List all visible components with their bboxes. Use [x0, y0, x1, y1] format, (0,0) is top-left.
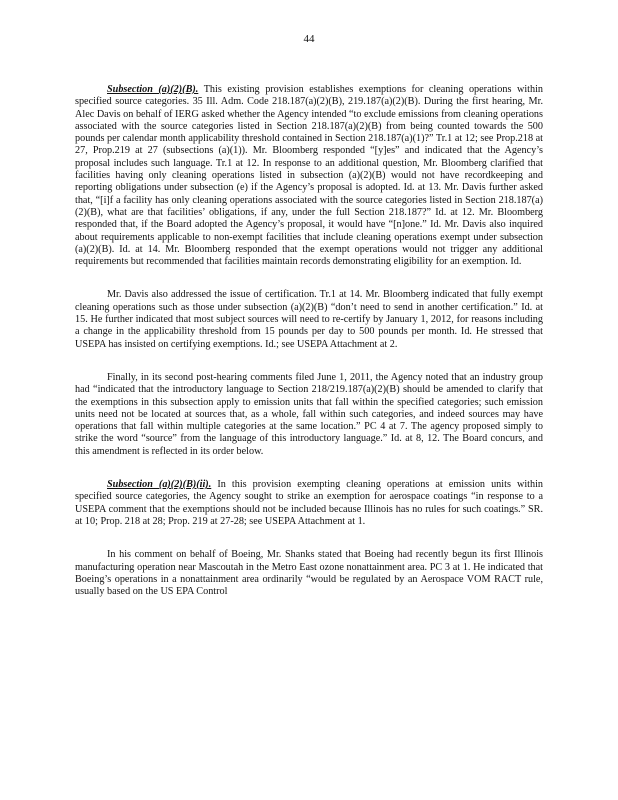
subsection-heading: Subsection (a)(2)(B)(ii).: [107, 479, 212, 491]
paragraph-certification: [75, 289, 543, 350]
page-number: 44: [303, 33, 315, 45]
paragraph-text: Mr. Davis also addressed the issue of certification. Tr.1 at 14. Mr. Bloomberg indicated that fully exempt cleaning operations such as those under subsection (a)(2)(B) “don’t need to send in another certification.” Id. at 15. He further indicated that most subject sources will need to re-certify by January 1, 2012, for reasons including a change in the applicability threshold from 15 pounds per day to 500 pounds per month. Id. He stressed that USEPA has insisted on certifying exemptions. Id.; see USEPA Attachment at 2.: [75, 289, 543, 350]
paragraph-text: In his comment on behalf of Boeing, Mr. Shanks stated that Boeing had recently begun its first Illinois manufacturing operation near Mascoutah in the Metro East ozone nonattainment area. PC 3 at 1. He indicated that Boeing’s operations in a nonattainment area ordinarily “would be regulated by an Aerospace VOM RACT rule, usually based on the US EPA Control: [75, 549, 543, 598]
paragraph-boeing-comment: [75, 549, 543, 598]
subsection-heading: Subsection (a)(2)(B).: [107, 84, 199, 95]
document-body: [75, 84, 543, 619]
paragraph-subsection-a2bii: [75, 479, 543, 528]
paragraph-text: This existing provision establishes exemptions for cleaning operations within specified source categories. 35 Ill. Adm. Code 218.187(a)(2)(B), 219.187(a)(2)(B). During the first hearing, Mr. Alec Davis on behalf of IERG asked whether the Agency intended “to exclude emissions from cleaning operations associated with the source categories listed in Section 218.187(a)(2)(B) from being counted towards the 500 pounds per calendar month applicability threshold contained in Section 218.187(a)(1)?” Tr.1 at 12; see Prop.218 at 27, Prop.219 at 27 (subsections (a)(1)). Mr. Bloomberg responded “[y]es” and indicated that the Agency’s proposal includes such language. Tr.1 at 12. In response to an additional question, Mr. Bloomberg clarified that facilities having only cleaning operations listed in subsection (a)(2)(B) would not have recordkeeping and reporting obligations under subsection (e) if the Agency’s proposal is adopted. Id. at 13. Mr. Davis further asked that, “[i]f a facility has only cleaning operations associated with the source categories listed in Section 218.187(a)(2)(B), what are that facilities’ obligations, if any, under the full Section 218.187?” Id. at 12. Mr. Bloomberg responded that, if the Board adopted the Agency’s proposal, it would have “[n]one.” Id. Mr. Davis also inquired about requirements applicable to non-exempt facilities that include cleaning operations exempt under subsection (a)(2)(B). Id. at 14. Mr. Bloomberg responded that the exempt operations would not trigger any additional requirements but recommended that facilities maintain records demonstrating eligibility for an exemption. Id.: [75, 84, 543, 268]
paragraph-subsection-a2b: [75, 84, 543, 268]
paragraph-text: In this provision exempting cleaning operations at emission units within specified source categories, the Agency sought to strike an exemption for aerospace coatings “in response to a USEPA comment that the exemptions should not be included because Illinois has no rules for such coatings.” SR. at 10; Prop. 218 at 28; Prop. 219 at 27-28; see USEPA Attachment at 1.: [75, 479, 544, 527]
paragraph-text: Finally, in its second post-hearing comments filed June 1, 2011, the Agency noted that an industry group had “indicated that the introductory language to Section 218/219.187(a)(2)(B) should be amended to clarify that the exemptions in this subsection apply to emission units that fall within the specified categories; such emission units need not be located at sources that, as a whole, fall within such categories, and indeed sources may have operations that fall within multiple categories at the same location.” PC 4 at 7. The agency proposed simply to strike the word “source” from the language of this introductory language.” Id. at 8, 12. The Board concurs, and this amendment is reflected in its order below.: [75, 371, 543, 457]
paragraph-post-hearing-comments: [75, 372, 543, 458]
